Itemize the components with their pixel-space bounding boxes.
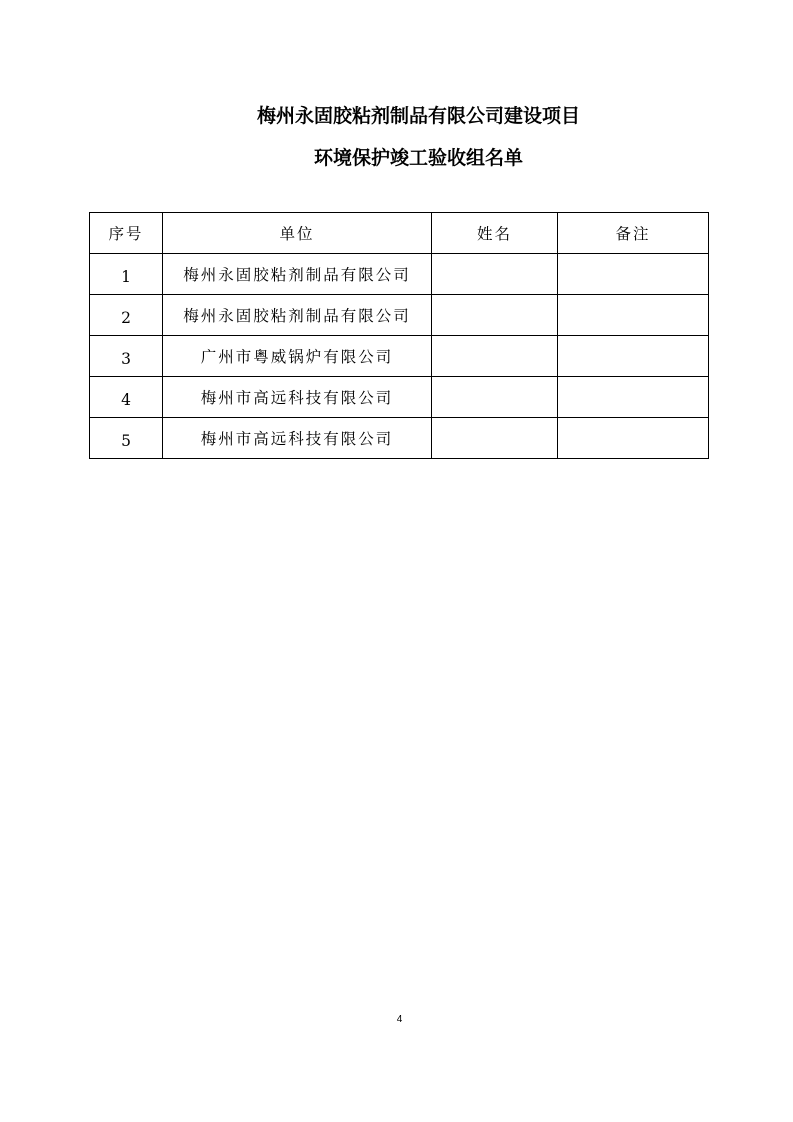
row-seq: 3 [90, 336, 163, 377]
row-unit: 梅州永固胶粘剂制品有限公司 [163, 295, 432, 336]
row-unit: 梅州市高远科技有限公司 [163, 377, 432, 418]
row-name [432, 336, 558, 377]
table-header-row [90, 213, 709, 254]
page-number: 4 [396, 1014, 403, 1025]
header-seq: 序号 [90, 213, 163, 254]
row-note [558, 254, 709, 295]
row-name [432, 254, 558, 295]
row-note [558, 295, 709, 336]
row-seq: 4 [90, 377, 163, 418]
row-seq: 1 [90, 254, 163, 295]
row-unit: 广州市粤威锅炉有限公司 [163, 336, 432, 377]
table-row [90, 254, 709, 295]
row-note [558, 377, 709, 418]
row-seq: 5 [90, 418, 163, 459]
row-name [432, 377, 558, 418]
table-row [90, 295, 709, 336]
row-unit: 梅州市高远科技有限公司 [163, 418, 432, 459]
table-row [90, 418, 709, 459]
row-unit: 梅州永固胶粘剂制品有限公司 [163, 254, 432, 295]
document-title-line-2: 环境保护竣工验收组名单 [313, 147, 523, 169]
header-name: 姓名 [432, 213, 558, 254]
header-unit: 单位 [163, 213, 432, 254]
row-seq: 2 [90, 295, 163, 336]
row-note [558, 336, 709, 377]
header-note: 备注 [558, 213, 709, 254]
table-row [90, 377, 709, 418]
acceptance-group-table [89, 212, 709, 459]
row-name [432, 295, 558, 336]
table-row [90, 336, 709, 377]
document-title-line-1: 梅州永固胶粘剂制品有限公司建设项目 [256, 105, 580, 127]
row-note [558, 418, 709, 459]
row-name [432, 418, 558, 459]
